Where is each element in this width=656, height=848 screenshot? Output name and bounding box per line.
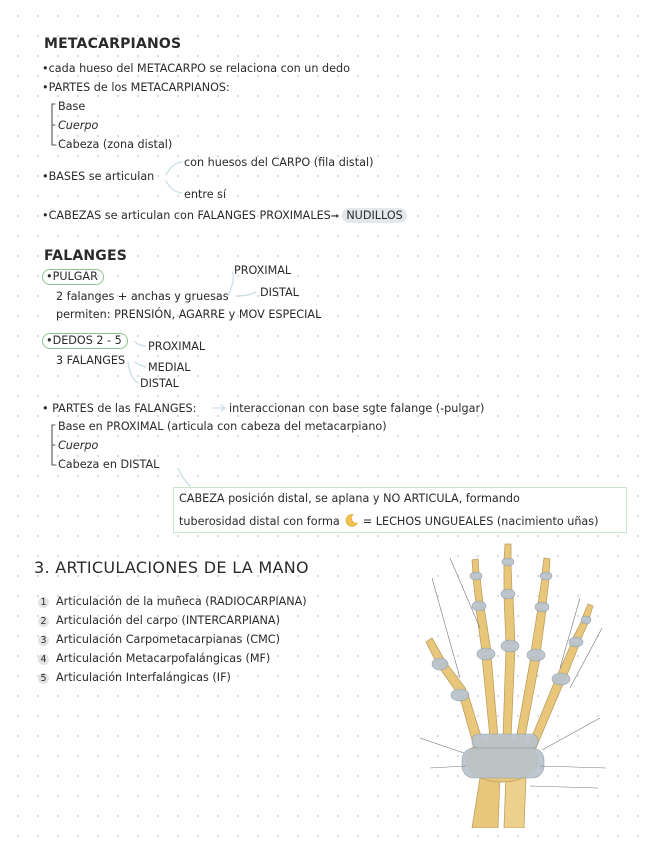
articulacion-label: Articulación de la muñeca (RADIOCARPIANA) <box>56 595 307 608</box>
pulgar-label: •PULGAR <box>42 269 104 285</box>
ligament-wrist <box>462 748 544 778</box>
metacarpianos-parts-heading: •PARTES de los METACARPIANOS: <box>42 81 230 94</box>
falange-part-cabeza: Cabeza en DISTAL <box>58 458 160 471</box>
pulgar-permiten: permiten: PRENSIÓN, AGARRE y MOV ESPECIAL <box>56 308 322 321</box>
box-line2-post: = LECHOS UNGUEALES (nacimiento uñas) <box>362 515 599 528</box>
metacarpianos-part-base: Base <box>58 100 86 113</box>
articulacion-label: Articulación Carpometacarpianas (CMC) <box>56 633 280 646</box>
box-line1: CABEZA posición distal, se aplana y NO ARTICULA, formando <box>179 492 520 505</box>
dedos-branch-medial: MEDIAL <box>148 361 191 374</box>
cabezas-result-nudillos: NUDILLOS <box>342 208 406 223</box>
item-number: 2 <box>38 616 49 627</box>
index-phalanges <box>476 607 491 652</box>
partes-falanges-note: interaccionan con base sgte falange (-pulgar) <box>229 402 485 415</box>
metacarpianos-line1: •cada hueso del METACARPO se relaciona con un dedo <box>42 62 350 75</box>
dedos-branch-proximal: PROXIMAL <box>148 340 206 353</box>
metacarpal-2 <box>482 655 498 738</box>
item-number: 3 <box>38 635 49 646</box>
section-title-falanges: FALANGES <box>44 248 128 264</box>
metacarpal-3 <box>503 648 515 738</box>
section-title-articulaciones: 3. ARTICULACIONES DE LA MANO <box>34 558 309 577</box>
item-number: 4 <box>38 654 49 665</box>
box-line2-pre: tuberosidad distal con forma <box>179 515 340 528</box>
cabezas-text: •CABEZAS se articulan con FALANGES PROXIMALES <box>42 209 331 222</box>
articulacion-label: Articulación Interfalángicas (IF) <box>56 671 231 684</box>
falange-part-base: Base en PROXIMAL (articula con cabeza del metacarpiano) <box>58 420 387 433</box>
pulgar-branch-distal: DISTAL <box>260 286 299 299</box>
articulacion-label: Articulación Metacarpofalángicas (MF) <box>56 652 271 665</box>
pulgar-desc: 2 falanges + anchas y gruesas <box>56 290 229 303</box>
falange-part-cuerpo: Cuerpo <box>58 439 99 452</box>
item-number: 5 <box>38 673 49 684</box>
section-title-metacarpianos: METACARPIANOS <box>44 36 182 52</box>
partes-falanges-heading: • PARTES de las FALANGES: <box>42 402 197 415</box>
bases-branch-entre-si: entre sí <box>184 188 227 201</box>
bases-branch-carpo: con huesos del CARPO (fila distal) <box>184 156 374 169</box>
dedos-desc: 3 FALANGES <box>56 354 126 367</box>
item-number: 1 <box>38 597 49 608</box>
middle-phalanges <box>504 596 515 644</box>
metacarpianos-part-cuerpo: Cuerpo <box>58 119 99 132</box>
bases-label: •BASES se articulan <box>42 170 155 183</box>
pulgar-branch-proximal: PROXIMAL <box>234 264 292 277</box>
hand-bones-illustration <box>420 538 610 828</box>
arrow-right-icon: ➞ <box>330 211 343 222</box>
dedos-label: •DEDOS 2 - 5 <box>42 333 128 349</box>
dedos-branch-distal: DISTAL <box>140 377 179 390</box>
ring-phalanges <box>531 608 546 654</box>
metacarpianos-part-cabeza: Cabeza (zona distal) <box>58 138 173 151</box>
articulacion-label: Articulación del carpo (INTERCARPIANA) <box>56 614 280 627</box>
